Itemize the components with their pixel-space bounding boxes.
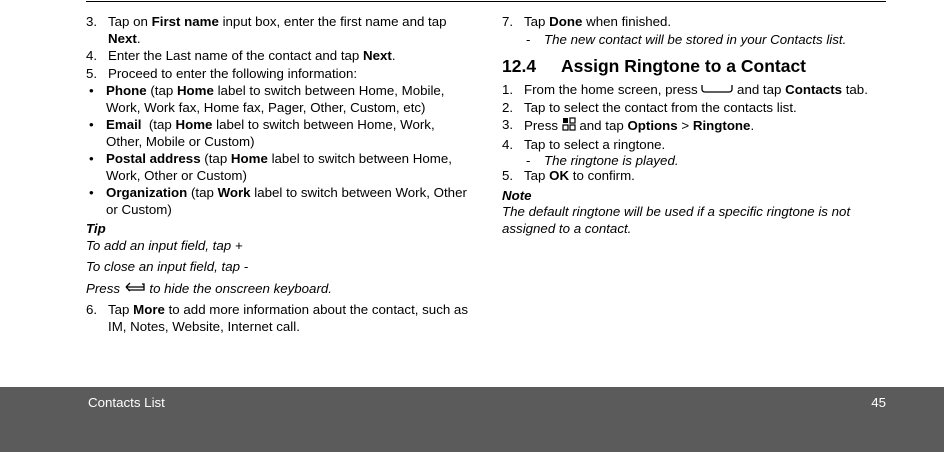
right-column: [502, 14, 892, 237]
tip-line-close: To close an input field, tap -: [86, 259, 249, 274]
ringtone-step-5: 5. Tap OK to confirm.: [502, 168, 635, 184]
ringtone-step-2: 2. Tap to select the contact from the contacts list.: [502, 99, 797, 115]
step-number: 5.: [86, 65, 98, 81]
step-5: 5. Proceed to enter the following information:: [86, 65, 358, 81]
step-number: 4.: [86, 48, 98, 63]
top-rule: [86, 1, 886, 2]
footer-section-name: Contacts List: [88, 395, 165, 410]
step-6: 6. Tap More to add more information about the contact, such as IM, Notes, Website, Internet call.: [86, 302, 468, 334]
page-number: 45: [871, 395, 886, 410]
back-arrow-icon: [124, 281, 146, 298]
step-number: 3.: [502, 117, 514, 133]
ringtone-step-3: 3. Press and tap Options > Ringtone.: [502, 117, 892, 136]
section-heading: [502, 56, 892, 76]
menu-key-icon: [562, 117, 576, 136]
ringtone-step-4: 4. Tap to select a ringtone.: [502, 136, 666, 152]
ringtone-step-4-note: - The ringtone is played.: [526, 153, 679, 169]
note-text: The default ringtone will be used if a specific ringtone is not assigned to a contact.: [502, 204, 851, 236]
home-key-icon: [701, 82, 733, 99]
step-number: 2.: [502, 99, 514, 115]
step-4: 4. Enter the Last name of the contact and tap Next.: [86, 48, 396, 63]
step-number: 3.: [86, 14, 98, 29]
step-number: 1.: [502, 82, 514, 97]
section-number: 12.4: [502, 56, 537, 76]
note-label: Note: [502, 187, 532, 203]
bullet-postal-address: • Postal address (tap Home label to switch between Home, Work, Other or Custom): [89, 151, 452, 183]
step-number: 6.: [86, 302, 98, 318]
bullet-email: • Email (tap Home label to switch between Home, Work, Other, Mobile or Custom): [89, 117, 435, 149]
tip-line-add: To add an input field, tap +: [86, 237, 243, 253]
step-3: 3. Tap on First name input box, enter the first name and tap Next.: [86, 14, 447, 46]
left-column: [86, 14, 471, 336]
step-7-note: - The new contact will be stored in your Contacts list.: [526, 31, 847, 47]
step-7: 7. Tap Done when finished.: [502, 14, 672, 29]
step-number: 4.: [502, 136, 514, 152]
bullet-organization: • Organization (tap Work label to switch between Work, Other or Custom): [89, 185, 467, 217]
tip-line-keyboard: Press to hide the onscreen keyboard.: [86, 280, 332, 296]
section-title: Assign Ringtone to a Contact: [561, 56, 806, 76]
bullet-phone: • Phone (tap Home label to switch between Home, Mobile, Work, Work fax, Home fax, Pager, Other, Custom, etc): [89, 83, 445, 115]
ringtone-step-1: 1. From the home screen, press and tap Contacts tab.: [502, 82, 868, 97]
step-number: 7.: [502, 14, 514, 29]
page-footer: [0, 387, 944, 452]
tip-label: Tip: [86, 221, 106, 236]
step-number: 5.: [502, 168, 514, 184]
